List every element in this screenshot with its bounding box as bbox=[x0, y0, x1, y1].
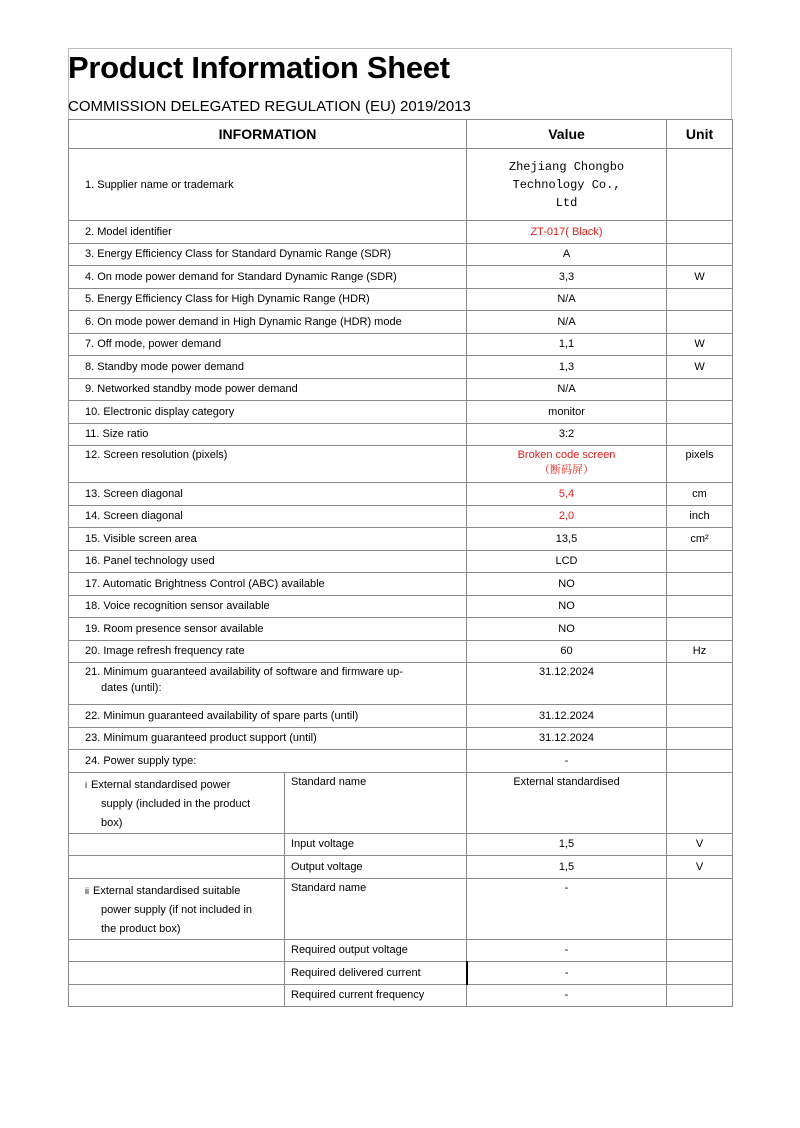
row-value: 1,5 bbox=[467, 833, 667, 856]
row-unit bbox=[667, 705, 733, 728]
header-unit: Unit bbox=[667, 120, 733, 149]
row-label: Required delivered current bbox=[285, 962, 467, 985]
table-row bbox=[69, 333, 733, 356]
row-value: NO bbox=[467, 618, 667, 641]
row-unit: Hz bbox=[667, 640, 733, 663]
row-value: 31.12.2024 bbox=[467, 727, 667, 750]
regulation-subtitle: COMMISSION DELEGATED REGULATION (EU) 2019/2013 bbox=[68, 98, 471, 115]
table-row bbox=[69, 356, 733, 379]
psu1-line: box) bbox=[101, 816, 123, 829]
table-row bbox=[69, 288, 733, 311]
row-unit bbox=[667, 750, 733, 773]
empty-cell bbox=[69, 833, 285, 856]
row-label: 16. Panel technology used bbox=[69, 550, 467, 573]
model-value: ZT-017( Black) bbox=[467, 221, 667, 244]
row-unit: inch bbox=[667, 505, 733, 528]
row-unit bbox=[667, 727, 733, 750]
row-value: - bbox=[467, 939, 667, 962]
table-row bbox=[69, 856, 733, 879]
table-row bbox=[69, 505, 733, 528]
table-row bbox=[69, 663, 733, 705]
row-unit bbox=[667, 311, 733, 334]
psu2-line: power supply (if not included in bbox=[101, 903, 253, 916]
psu2-standard-value: - bbox=[467, 878, 667, 939]
row-unit bbox=[667, 221, 733, 244]
row-value: A bbox=[467, 243, 667, 266]
row-label: 1. Supplier name or trademark bbox=[69, 149, 467, 221]
row-value: 1,3 bbox=[467, 356, 667, 379]
row-value: 1,1 bbox=[467, 333, 667, 356]
table-row bbox=[69, 705, 733, 728]
table-row bbox=[69, 550, 733, 573]
psu1-standard-value: External standardised bbox=[467, 772, 667, 833]
resolution-value bbox=[467, 446, 667, 483]
row-label: 9. Networked standby mode power demand bbox=[69, 378, 467, 401]
row-unit: W bbox=[667, 266, 733, 289]
software-label-line: dates (until): bbox=[101, 682, 162, 694]
table-row bbox=[69, 311, 733, 334]
row-value: 13,5 bbox=[467, 528, 667, 551]
supplier-line: Ltd bbox=[555, 195, 578, 210]
row-label: Required output voltage bbox=[285, 939, 467, 962]
table-row bbox=[69, 727, 733, 750]
row-unit bbox=[667, 288, 733, 311]
row-unit: cm² bbox=[667, 528, 733, 551]
empty-cell bbox=[69, 856, 285, 879]
resolution-line: Broken code screen bbox=[517, 449, 616, 461]
row-unit bbox=[667, 573, 733, 596]
row-label: 23. Minimum guaranteed product support (until) bbox=[69, 727, 467, 750]
row-unit bbox=[667, 423, 733, 446]
table-row bbox=[69, 483, 733, 506]
row-label: 15. Visible screen area bbox=[69, 528, 467, 551]
table-row bbox=[69, 446, 733, 483]
resolution-line: （断码屏） bbox=[539, 464, 595, 476]
row-value: - bbox=[467, 750, 667, 773]
row-label: 6. On mode power demand in High Dynamic Range (HDR) mode bbox=[69, 311, 467, 334]
row-value: 31.12.2024 bbox=[467, 705, 667, 728]
header-information: INFORMATION bbox=[69, 120, 467, 149]
table-row bbox=[69, 149, 733, 221]
row-label: Output voltage bbox=[285, 856, 467, 879]
supplier-value bbox=[467, 149, 667, 221]
row-unit bbox=[667, 962, 733, 985]
psu2-marker: ii bbox=[85, 885, 89, 896]
table-row bbox=[69, 266, 733, 289]
psu1-standard-label: Standard name bbox=[285, 772, 467, 833]
psu1-marker: i bbox=[85, 779, 87, 790]
row-label: Input voltage bbox=[285, 833, 467, 856]
row-unit: V bbox=[667, 833, 733, 856]
row-value: LCD bbox=[467, 550, 667, 573]
row-unit bbox=[667, 595, 733, 618]
row-label: 22. Minimun guaranteed availability of spare parts (until) bbox=[69, 705, 467, 728]
row-label: Required current frequency bbox=[285, 984, 467, 1007]
row-label: 3. Energy Efficiency Class for Standard Dynamic Range (SDR) bbox=[69, 243, 467, 266]
row-value: NO bbox=[467, 573, 667, 596]
row-value: NO bbox=[467, 595, 667, 618]
empty-cell bbox=[69, 984, 285, 1007]
row-unit bbox=[667, 939, 733, 962]
row-value: - bbox=[467, 984, 667, 1007]
psu1-description bbox=[69, 772, 285, 833]
row-unit bbox=[667, 149, 733, 221]
software-label bbox=[69, 663, 467, 705]
table-row bbox=[69, 423, 733, 446]
row-unit bbox=[667, 772, 733, 833]
document-title: Product Information Sheet bbox=[68, 50, 450, 85]
header-value: Value bbox=[467, 120, 667, 149]
table-row bbox=[69, 528, 733, 551]
row-label: 11. Size ratio bbox=[69, 423, 467, 446]
row-label: 5. Energy Efficiency Class for High Dynamic Range (HDR) bbox=[69, 288, 467, 311]
empty-cell bbox=[69, 962, 285, 985]
row-value: 3,3 bbox=[467, 266, 667, 289]
row-unit bbox=[667, 378, 733, 401]
row-unit bbox=[667, 550, 733, 573]
table-row bbox=[69, 221, 733, 244]
information-table bbox=[68, 119, 733, 1007]
table-row bbox=[69, 640, 733, 663]
row-label: 12. Screen resolution (pixels) bbox=[69, 446, 467, 483]
row-label: 19. Room presence sensor available bbox=[69, 618, 467, 641]
row-label: 13. Screen diagonal bbox=[69, 483, 467, 506]
row-label: 10. Electronic display category bbox=[69, 401, 467, 424]
row-label: 2. Model identifier bbox=[69, 221, 467, 244]
table-row bbox=[69, 618, 733, 641]
table-row bbox=[69, 772, 733, 833]
table-row bbox=[69, 573, 733, 596]
table-row bbox=[69, 378, 733, 401]
row-unit bbox=[667, 243, 733, 266]
row-label: 8. Standby mode power demand bbox=[69, 356, 467, 379]
row-label: 24. Power supply type: bbox=[69, 750, 467, 773]
software-label-line: 21. Minimum guaranteed availability of software and firmware up- bbox=[85, 666, 403, 678]
table-row bbox=[69, 595, 733, 618]
row-label: 14. Screen diagonal bbox=[69, 505, 467, 528]
psu1-line: External standardised power bbox=[91, 778, 231, 791]
row-value: 3:2 bbox=[467, 423, 667, 446]
row-unit: cm bbox=[667, 483, 733, 506]
row-unit bbox=[667, 878, 733, 939]
psu1-line: supply (included in the product bbox=[101, 797, 251, 810]
row-value: 2,0 bbox=[467, 505, 667, 528]
row-unit: V bbox=[667, 856, 733, 879]
empty-cell bbox=[69, 939, 285, 962]
row-value: 31.12.2024 bbox=[467, 663, 667, 705]
psu2-standard-label: Standard name bbox=[285, 878, 467, 939]
row-value: 5,4 bbox=[467, 483, 667, 506]
row-unit: W bbox=[667, 333, 733, 356]
psu2-line: the product box) bbox=[101, 922, 181, 935]
row-value: monitor bbox=[467, 401, 667, 424]
row-label: 4. On mode power demand for Standard Dynamic Range (SDR) bbox=[69, 266, 467, 289]
row-unit bbox=[667, 984, 733, 1007]
table-row bbox=[69, 243, 733, 266]
row-value: 1,5 bbox=[467, 856, 667, 879]
header-row bbox=[69, 120, 733, 149]
row-label: 17. Automatic Brightness Control (ABC) available bbox=[69, 573, 467, 596]
table-row bbox=[69, 878, 733, 939]
table-row bbox=[69, 962, 733, 985]
row-value: N/A bbox=[467, 311, 667, 334]
row-value: 60 bbox=[467, 640, 667, 663]
table-row bbox=[69, 939, 733, 962]
psu2-line: External standardised suitable bbox=[93, 884, 241, 897]
row-label: 7. Off mode, power demand bbox=[69, 333, 467, 356]
supplier-line: Technology Co., bbox=[512, 177, 621, 192]
table-row bbox=[69, 401, 733, 424]
table-row bbox=[69, 984, 733, 1007]
psu2-description bbox=[69, 878, 285, 939]
row-value: N/A bbox=[467, 288, 667, 311]
row-value: - bbox=[467, 962, 667, 985]
row-label: 18. Voice recognition sensor available bbox=[69, 595, 467, 618]
row-unit bbox=[667, 663, 733, 705]
row-unit: W bbox=[667, 356, 733, 379]
table-row bbox=[69, 833, 733, 856]
row-unit bbox=[667, 618, 733, 641]
row-unit: pixels bbox=[667, 446, 733, 483]
table-row bbox=[69, 750, 733, 773]
row-label: 20. Image refresh frequency rate bbox=[69, 640, 467, 663]
row-unit bbox=[667, 401, 733, 424]
row-value: N/A bbox=[467, 378, 667, 401]
supplier-line: Zhejiang Chongbo bbox=[508, 159, 625, 174]
